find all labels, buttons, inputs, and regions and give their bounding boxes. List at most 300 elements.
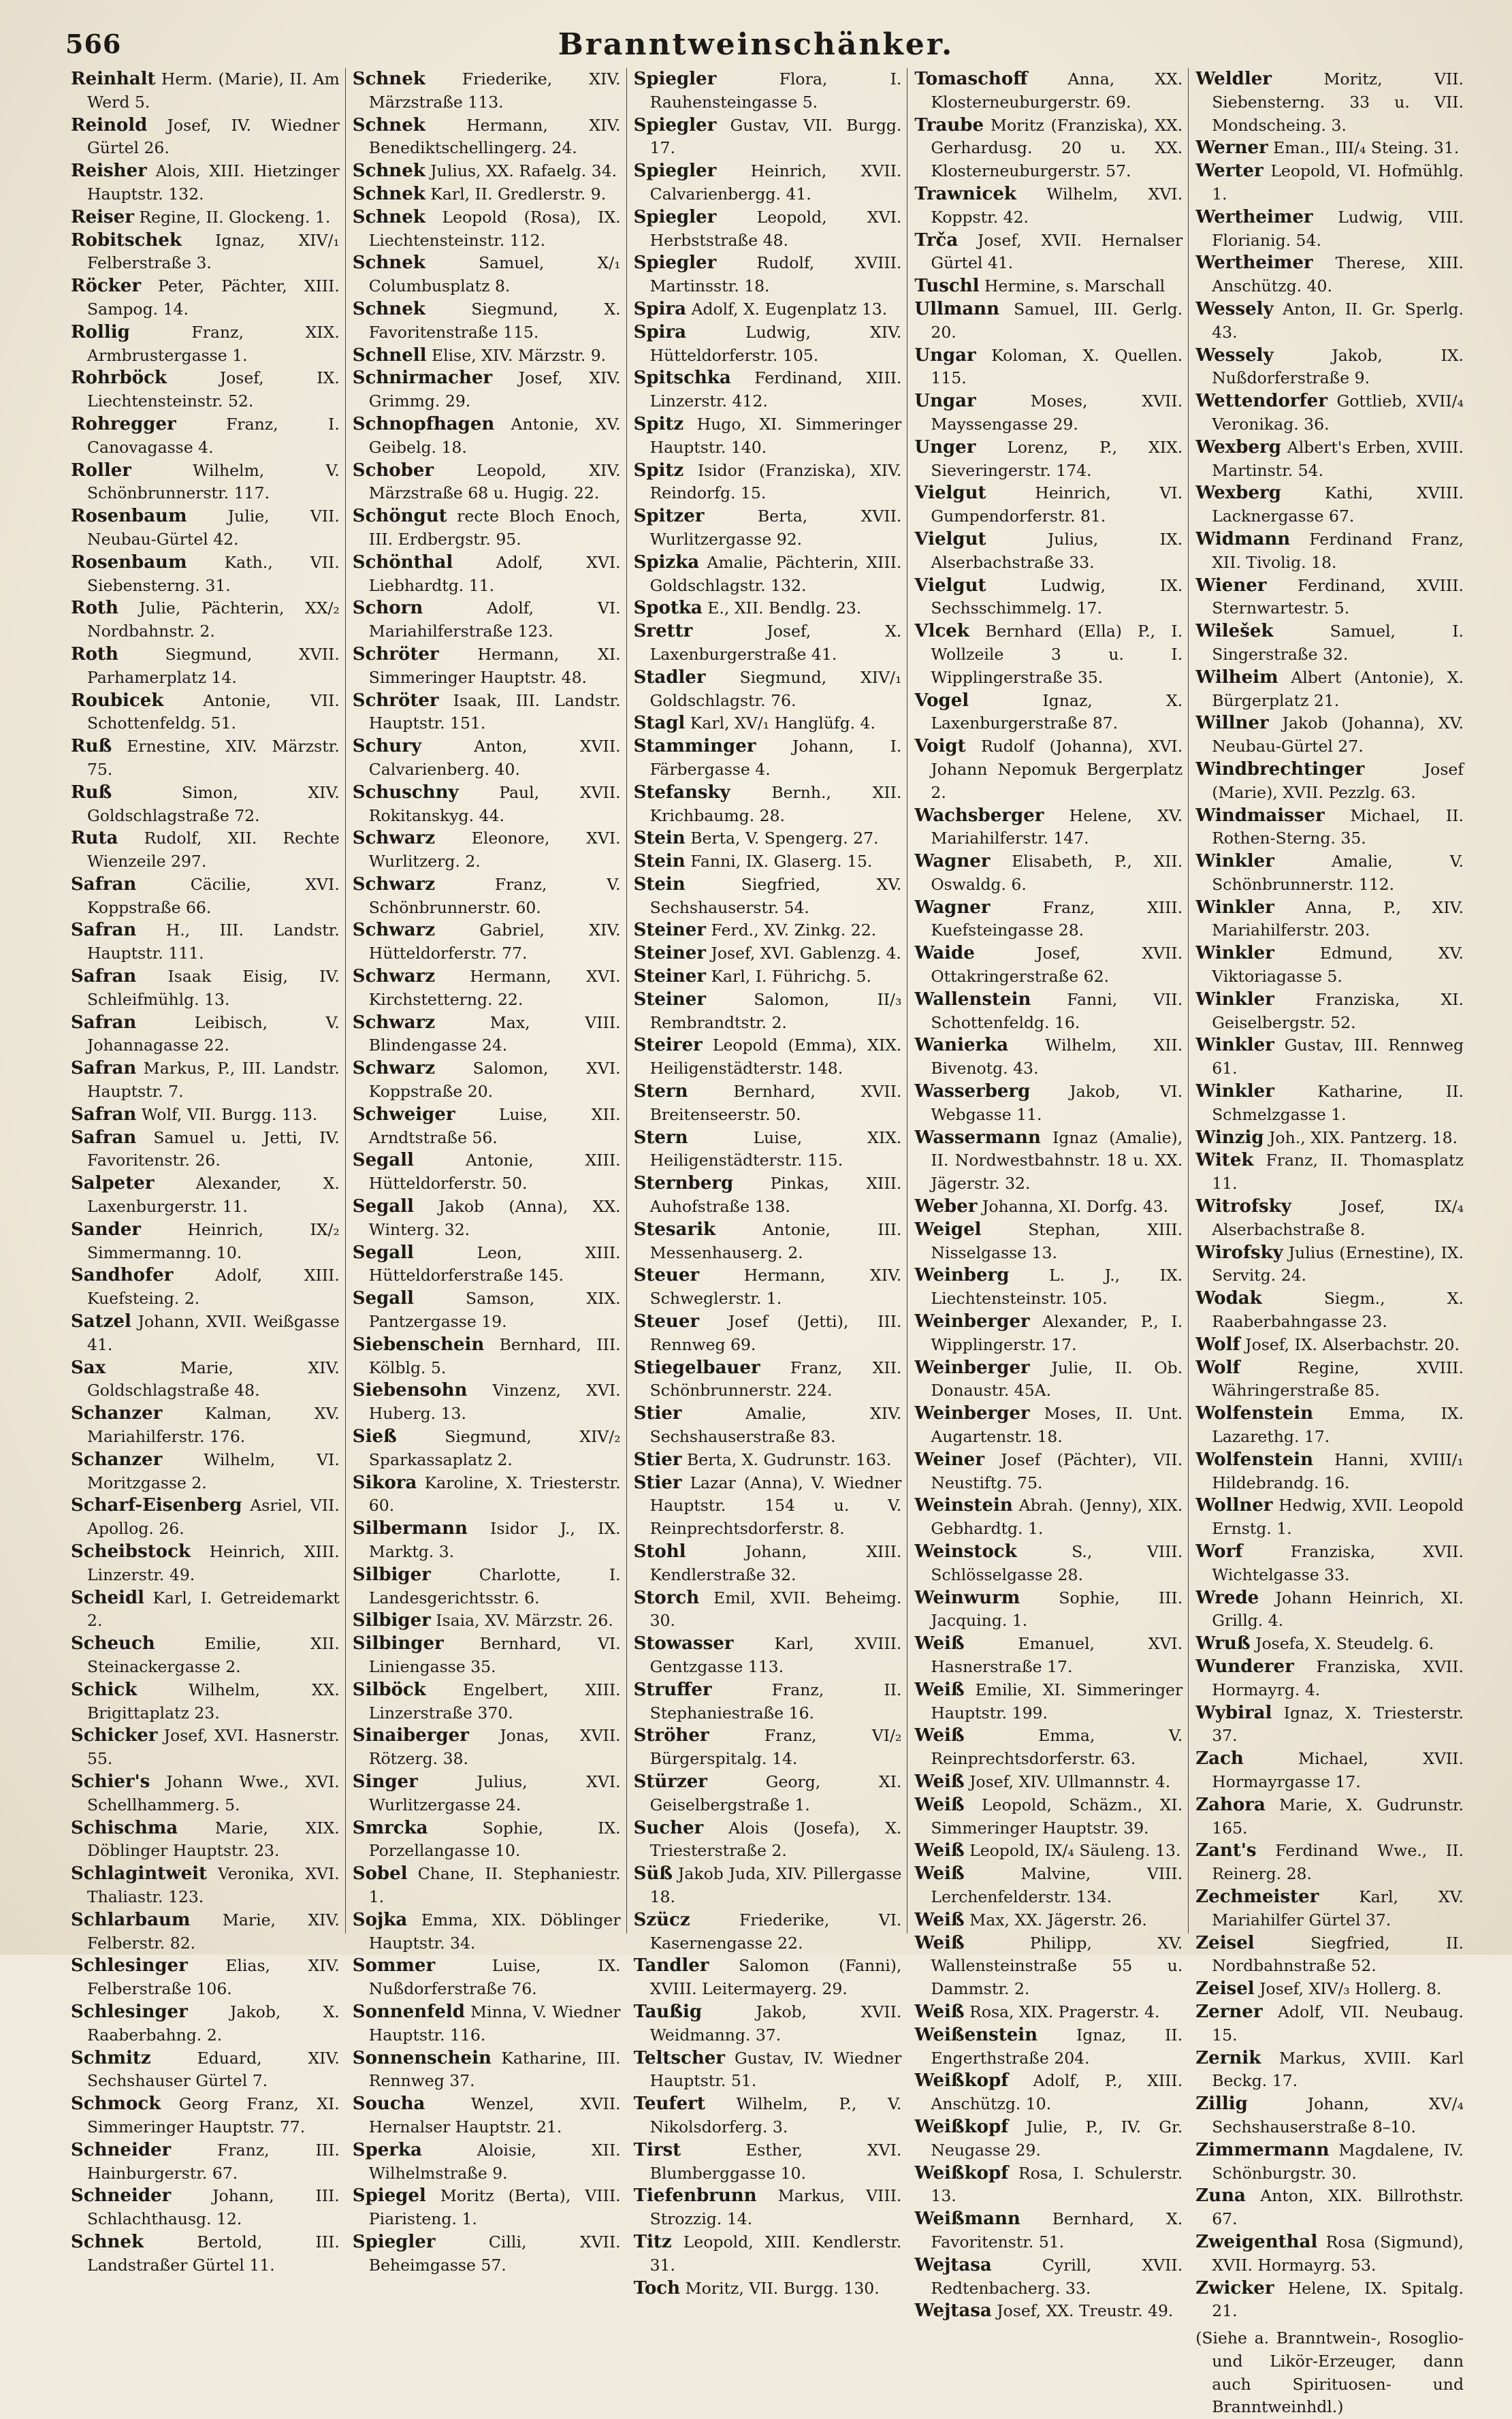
directory-entry	[634, 68, 902, 114]
entry-details: Helene, XV. Mariahilferstr. 147.	[931, 805, 1183, 848]
entry-name: Weinberg	[914, 1265, 1010, 1286]
entry-name: Unger	[914, 436, 976, 458]
entry-details: Siegmund, XIV/₂ Sparkassaplatz 2.	[368, 1427, 621, 1469]
entry-details: Amalie, Pächterin, XIII. Goldschlagstr. 132.	[649, 552, 902, 595]
entry-details: Katharine, II. Schmelzgasse 1.	[1212, 1082, 1464, 1124]
entry-name: Stürzer	[633, 1771, 707, 1792]
directory-entry	[71, 367, 340, 413]
entry-name: Weißkopf	[914, 2116, 1009, 2137]
entry-name: Silbinger	[352, 1633, 444, 1654]
entry-name: Weiß	[914, 1679, 965, 1700]
entry-details: Isaak, III. Landstr. Hauptstr. 151.	[368, 690, 621, 733]
entry-name: Winkler	[1195, 1081, 1274, 1102]
entry-name: Zillig	[1195, 2094, 1248, 2115]
directory-entry	[353, 1771, 621, 1817]
entry-name: Winkler	[1195, 851, 1274, 872]
entry-details: Heinrich, IX/₂ Simmermanng. 10.	[87, 1219, 340, 1262]
entry-name: Schober	[352, 460, 434, 481]
entry-details: Isidor J., IX. Marktg. 3.	[368, 1519, 621, 1561]
directory-entry	[71, 1955, 340, 2001]
entry-name: Spiegel	[352, 2185, 426, 2207]
entry-name: Stier	[633, 1449, 682, 1470]
entry-details: Michael, XVII. Hormayrgasse 17.	[1212, 1749, 1464, 1791]
directory-entry	[914, 1725, 1183, 1771]
directory-entry	[71, 874, 340, 920]
directory-entry	[71, 643, 340, 690]
entry-name: Weiß	[914, 1794, 965, 1815]
entry-details: Hermine, s. Marschall	[984, 276, 1165, 296]
directory-entry	[353, 735, 621, 782]
entry-name: Spitzer	[633, 506, 705, 527]
entry-details: Gabriel, XIV. Hütteldorferstr. 77.	[368, 920, 621, 963]
directory-entry	[353, 1863, 621, 1909]
directory-entry	[353, 252, 621, 298]
entry-name: Ungar	[914, 391, 976, 412]
directory-entry	[353, 1817, 621, 1863]
entry-details: Moses, XVII. Mayssengasse 29.	[931, 391, 1183, 434]
entry-name: Steiner	[633, 966, 706, 987]
directory-entry	[1195, 1541, 1464, 1587]
directory-entry	[1195, 758, 1464, 805]
page-title: Branntweinschänker.	[558, 27, 954, 62]
entry-details: Simon, XIV. Goldschlagstraße 72.	[87, 782, 340, 825]
directory-entry	[634, 160, 902, 206]
entry-name: Worf	[1195, 1541, 1243, 1562]
entry-details: Markus, P., III. Landstr. Hauptstr. 7.	[87, 1059, 340, 1102]
entry-name: Scharf-Eisenberg	[71, 1495, 242, 1516]
entry-details: Georg Franz, XI. Simmeringer Hauptstr. 77.	[87, 2094, 340, 2136]
entry-name: Wexberg	[1195, 436, 1281, 458]
directory-entry	[914, 575, 1183, 621]
entry-name: Wassermann	[914, 1127, 1041, 1148]
entry-name: Ullmann	[914, 298, 999, 319]
entry-name: Schnek	[71, 2231, 144, 2252]
directory-entry	[71, 206, 340, 229]
entry-name: Tiefenbrunn	[633, 2185, 757, 2207]
directory-entry	[353, 2001, 621, 2047]
entry-details: Leopold, XIII. Kendlerstr. 31.	[649, 2232, 902, 2275]
entry-details: Alois (Josefa), X. Triesterstraße 2.	[649, 1818, 902, 1861]
entry-name: Teltscher	[633, 2047, 725, 2068]
entry-details: Max, XX. Jägerstr. 26.	[969, 1910, 1147, 1929]
entry-name: Rohregger	[71, 413, 176, 434]
entry-details: Charlotte, I. Landesgerichtsstr. 6.	[368, 1565, 621, 1607]
directory-entry	[353, 505, 621, 551]
directory-entry	[1195, 2231, 1464, 2277]
directory-entry	[353, 1679, 621, 1725]
entry-name: Weber	[914, 1196, 978, 1217]
entry-name: Schlarbaum	[71, 1909, 191, 1930]
entry-name: Sikora	[352, 1472, 417, 1493]
entry-details: Siegfried, II. Nordbahnstraße 52.	[1212, 1933, 1464, 1976]
entry-name: Zimmermann	[1195, 2139, 1330, 2160]
entry-details: Luise, XIX. Heiligenstädterstr. 115.	[649, 1127, 902, 1170]
entry-details: Julius (Ernestine), IX. Servitg. 24.	[1212, 1243, 1464, 1285]
directory-entry	[634, 2093, 902, 2139]
entry-name: Wolf	[1195, 1334, 1240, 1355]
directory-entry	[71, 2185, 340, 2231]
directory-entry	[71, 690, 340, 736]
directory-entry	[634, 1909, 902, 1955]
entry-details: Franz, VI/₂ Bürgerspitalg. 14.	[649, 1726, 902, 1769]
directory-entry	[634, 735, 902, 782]
entry-details: Karl, XVIII. Gentzgasse 113.	[649, 1634, 902, 1676]
directory-entry	[1195, 1287, 1464, 1334]
entry-details: Leopold, IX/₄ Säuleng. 13.	[969, 1841, 1181, 1861]
directory-entry	[914, 436, 1183, 483]
entry-details: Elisabeth, P., XII. Oswaldg. 6.	[931, 852, 1183, 894]
entry-details: Adolf, VII. Neubaug. 15.	[1212, 2002, 1464, 2045]
entry-name: Sinaiberger	[352, 1725, 469, 1746]
entry-name: Wejtasa	[914, 2301, 992, 2322]
directory-entry	[71, 1104, 340, 1127]
entry-name: Wodak	[1195, 1288, 1262, 1309]
entry-details: Amalie, V. Schönbrunnerstr. 112.	[1212, 852, 1464, 894]
entry-details: Franz, II. Stephaniestraße 16.	[649, 1680, 902, 1723]
entry-name: Sojka	[352, 1909, 408, 1930]
entry-details: Max, VIII. Blindengasse 24.	[368, 1012, 621, 1055]
directory-entry	[1195, 1587, 1464, 1633]
entry-details: Ludwig, IX. Sechsschimmelg. 17.	[931, 575, 1183, 618]
directory-entry	[914, 1219, 1183, 1265]
entry-details: Franz, II. Thomasplatz 11.	[1212, 1151, 1464, 1194]
directory-entry	[71, 275, 340, 321]
entry-name: Reinold	[71, 114, 148, 135]
entry-name: Steuer	[633, 1265, 700, 1286]
directory-entry	[353, 874, 621, 920]
directory-entry	[634, 919, 902, 942]
directory-entry	[353, 2047, 621, 2094]
entry-details: Anton, II. Gr. Sperlg. 43.	[1212, 299, 1464, 342]
entry-name: Tandler	[633, 1955, 709, 1976]
directory-entry	[1195, 989, 1464, 1035]
directory-entry	[71, 551, 340, 598]
entry-name: Steiner	[633, 920, 706, 941]
entry-details: Franziska, XVII. Wichtelgasse 33.	[1212, 1542, 1464, 1584]
entry-name: Wolfenstein	[1195, 1403, 1314, 1424]
entry-name: Spitz	[633, 460, 684, 481]
entry-name: Teufert	[633, 2094, 705, 2115]
directory-entry	[71, 460, 340, 506]
entry-details: Aloisie, XII. Wilhelmstraße 9.	[368, 2140, 621, 2183]
directory-entry	[634, 1357, 902, 1403]
entry-name: Spiegler	[633, 206, 717, 227]
directory-entry	[1195, 2047, 1464, 2094]
entry-name: Schanzer	[71, 1403, 163, 1424]
entry-details: Edmund, XV. Viktoriagasse 5.	[1212, 944, 1464, 987]
entry-name: Spira	[633, 298, 686, 319]
directory-entry	[71, 1494, 340, 1541]
directory-entry	[353, 1334, 621, 1380]
entry-name: Süß	[633, 1863, 673, 1885]
directory-entry	[634, 989, 902, 1035]
entry-details: Eduard, XIV. Sechshauser Gürtel 7.	[87, 2048, 340, 2091]
entry-details: Ferdinand, XIII. Linzerstr. 412.	[649, 368, 902, 411]
entry-details: Karl, XV. Mariahilfer Gürtel 37.	[1212, 1887, 1464, 1929]
directory-entry	[634, 2231, 902, 2277]
entry-details: Hermann, XIV. Schweglerstr. 1.	[649, 1266, 902, 1309]
entry-name: Scheibstock	[71, 1541, 191, 1562]
entry-name: Schnek	[352, 206, 425, 227]
directory-entry	[353, 2185, 621, 2231]
directory-entry	[914, 68, 1183, 114]
entry-name: Schwarz	[352, 1058, 435, 1079]
entry-name: Trawnicek	[914, 183, 1016, 204]
entry-details: Regine, XVIII. Währingerstraße 85.	[1212, 1358, 1464, 1400]
entry-name: Winkler	[1195, 989, 1274, 1010]
directory-entry	[1195, 1127, 1464, 1150]
directory-entry	[1195, 1357, 1464, 1403]
entry-name: Spiegler	[633, 161, 717, 182]
directory-entry	[353, 1287, 621, 1334]
entry-name: Weißkopf	[914, 2070, 1009, 2092]
entry-name: Stamminger	[633, 736, 756, 757]
directory-entry	[71, 2231, 340, 2277]
entry-details: Siegmund, X. Favoritenstraße 115.	[368, 299, 621, 342]
directory-entry	[353, 827, 621, 874]
entry-name: Steiner	[633, 989, 706, 1010]
directory-entry	[1195, 1494, 1464, 1541]
entry-name: Zwicker	[1195, 2277, 1274, 2298]
entry-name: Ruß	[71, 782, 112, 803]
directory-entry	[71, 1817, 340, 1863]
entry-name: Spitz	[633, 413, 684, 434]
entry-details: Josef, XIV/₃ Hollerg. 8.	[1259, 1979, 1442, 1999]
directory-entry	[634, 2185, 902, 2231]
entry-name: Roth	[71, 643, 118, 664]
entry-name: Weiß	[914, 1771, 965, 1792]
entry-details: Heinrich, XVII. Calvarienbergg. 41.	[649, 161, 902, 204]
entry-details: Emma, IX. Lazarethg. 17.	[1212, 1404, 1464, 1447]
entry-details: Julius, XX. Rafaelg. 34.	[430, 161, 617, 181]
directory-entry	[634, 1587, 902, 1633]
directory-entry	[71, 1127, 340, 1173]
entry-name: Weißmann	[914, 2209, 1020, 2230]
entry-details: Anton, XIX. Billrothstr. 67.	[1212, 2186, 1464, 2229]
entry-name: Weiß	[914, 1725, 965, 1746]
directory-entry	[634, 1817, 902, 1863]
directory-entry	[914, 690, 1183, 736]
directory-entry	[1195, 1034, 1464, 1080]
entry-details: Friederike, VI. Kasernengasse 22.	[649, 1910, 902, 1953]
directory-entry	[1195, 528, 1464, 575]
directory-entry	[1195, 1932, 1464, 1979]
entry-name: Stagl	[633, 713, 686, 734]
entry-name: Tirst	[633, 2139, 681, 2160]
entry-details: Leibisch, V. Johannagasse 22.	[87, 1012, 340, 1055]
entry-name: Sonnenfeld	[352, 2001, 465, 2022]
entry-details: Luise, XII. Arndtstraße 56.	[368, 1104, 621, 1147]
column-4	[907, 68, 1188, 2322]
entry-name: Schnek	[352, 183, 425, 204]
entry-details: Hedwig, XVII. Leopold Ernstg. 1.	[1212, 1496, 1464, 1539]
directory-entry	[914, 1541, 1183, 1587]
entry-name: Windmaisser	[1195, 805, 1325, 826]
entry-name: Spotka	[633, 598, 703, 619]
directory-entry	[634, 850, 902, 874]
directory-entry	[914, 805, 1183, 851]
directory-entry	[914, 114, 1183, 183]
entry-name: Sandhofer	[71, 1265, 174, 1286]
directory-entry	[914, 2208, 1183, 2254]
entry-details: Cilli, XVII. Beheimgasse 57.	[368, 2232, 621, 2275]
directory-entry	[353, 690, 621, 736]
entry-details: Wolf, VII. Burgg. 113.	[141, 1104, 318, 1124]
entry-details: Jakob (Anna), XX. Winterg. 32.	[368, 1197, 621, 1239]
directory-entry	[71, 1219, 340, 1265]
directory-entry	[71, 1403, 340, 1449]
directory-entry	[353, 1242, 621, 1288]
entry-details: Johann, III. Schlachthausg. 12.	[87, 2186, 340, 2229]
directory-entry	[634, 206, 902, 253]
entry-details: Samson, XIX. Pantzergasse 19.	[368, 1289, 621, 1332]
entry-name: Wilheim	[1195, 667, 1278, 688]
directory-entry	[1195, 2185, 1464, 2231]
directory-entry	[914, 1080, 1183, 1127]
entry-details: Adolf, XIII. Kuefsteing. 2.	[87, 1266, 340, 1309]
entry-name: Scheidl	[71, 1587, 144, 1608]
directory-entry	[634, 874, 902, 920]
entry-name: Rosenbaum	[71, 551, 187, 573]
entry-details: Leopold (Emma), XIX. Heiligenstädterstr. 148.	[649, 1036, 902, 1078]
entry-name: Roubicek	[71, 690, 164, 711]
entry-name: Sommer	[352, 1955, 436, 1976]
entry-name: Spitschka	[633, 368, 731, 389]
entry-details: Karl, II. Gredlerstr. 9.	[430, 184, 607, 204]
entry-name: Schlesinger	[71, 1955, 188, 1976]
entry-details: Ignaz, II. Engerthstraße 204.	[931, 2025, 1183, 2068]
entry-details: Franz, III. Hainburgerstr. 67.	[87, 2140, 340, 2183]
entry-name: Schwarz	[352, 874, 435, 895]
directory-entry	[634, 1219, 902, 1265]
directory-entry	[1195, 345, 1464, 391]
column-3	[626, 68, 907, 2298]
entry-details: Anna, XX. Klosterneuburgerstr. 69.	[931, 69, 1183, 112]
directory-entry	[353, 1149, 621, 1196]
entry-details: Josef, XIV. Grimmg. 29.	[368, 368, 621, 411]
directory-entry	[914, 1794, 1183, 1840]
entry-name: Wruß	[1195, 1633, 1251, 1654]
entry-details: Johann, XVII. Weißgasse 41.	[87, 1312, 340, 1354]
directory-entry	[353, 183, 621, 206]
entry-details: Cäcilie, XVI. Koppstraße 66.	[87, 874, 340, 917]
directory-entry	[634, 1403, 902, 1449]
entry-name: Spiegler	[633, 114, 717, 135]
entry-name: Weldler	[1195, 69, 1272, 89]
entry-name: Vielgut	[914, 575, 986, 596]
entry-name: Schanzer	[71, 1449, 163, 1470]
entry-name: Schlesinger	[71, 2001, 188, 2022]
entry-details: Rudolf, XVIII. Martinsstr. 18.	[649, 253, 902, 296]
entry-name: Windbrechtinger	[1195, 758, 1365, 780]
entry-details: Lorenz, P., XIX. Sieveringerstr. 174.	[931, 437, 1183, 480]
entry-name: Schlagintweit	[71, 1863, 208, 1885]
entry-name: Voigt	[914, 736, 966, 757]
directory-entry	[353, 551, 621, 598]
entry-name: Vogel	[914, 690, 969, 711]
entry-details: Kath., VII. Siebensterng. 31.	[87, 552, 340, 595]
directory-entry	[634, 1449, 902, 1472]
directory-entry	[914, 1863, 1183, 1909]
directory-entry	[71, 827, 340, 874]
directory-entry	[634, 252, 902, 298]
entry-details: Josef, X. Laxenburgerstraße 41.	[649, 622, 902, 664]
directory-entry	[71, 919, 340, 965]
directory-entry	[353, 1955, 621, 2001]
directory-entry	[634, 965, 902, 989]
entry-details: Johann, XIII. Kendlerstraße 32.	[649, 1542, 902, 1584]
entry-name: Spizka	[633, 551, 700, 573]
entry-name: Weiß	[914, 1633, 965, 1654]
entry-details: Isaia, XV. Märzstr. 26.	[436, 1611, 613, 1631]
entry-name: Zuna	[1195, 2185, 1246, 2207]
entry-name: Safran	[71, 1127, 137, 1148]
entry-details: Wilhelm, V. Schönbrunnerstr. 117.	[87, 460, 340, 503]
directory-entry	[634, 1472, 902, 1541]
entry-details: Adolf, VI. Mariahilferstraße 123.	[368, 598, 621, 641]
entry-details: Asriel, VII. Apollog. 26.	[87, 1496, 340, 1539]
directory-entry	[353, 1104, 621, 1150]
directory-entry	[1195, 252, 1464, 298]
entry-details: Salomon (Fanni), XVIII. Leitermayerg. 29.	[649, 1956, 902, 1999]
entry-details: Josef, XVII. Hernalser Gürtel 41.	[931, 230, 1183, 273]
directory-entry	[353, 597, 621, 643]
directory-entry	[634, 1633, 902, 1679]
entry-details: Ferd., XV. Zinkg. 22.	[711, 920, 877, 940]
entry-name: Schischma	[71, 1817, 178, 1838]
entry-details: Anna, P., XIV. Mariahilferstr. 203.	[1212, 897, 1464, 940]
entry-name: Weinberger	[914, 1357, 1030, 1378]
entry-name: Wachsberger	[914, 805, 1044, 826]
entry-name: Schury	[352, 736, 422, 757]
directory-entry	[634, 827, 902, 850]
entry-name: Sternberg	[633, 1173, 734, 1194]
entry-details: Samuel u. Jetti, IV. Favoritenstr. 26.	[87, 1127, 340, 1170]
directory-entry	[1195, 942, 1464, 989]
directory-entry	[1195, 1242, 1464, 1288]
entry-details: Moritz, VII. Siebensterng. 33 u. VII. Mondscheing. 3.	[1212, 69, 1464, 135]
directory-entry	[71, 1012, 340, 1058]
entry-name: Zant's	[1195, 1840, 1257, 1861]
entry-name: Sieß	[352, 1426, 397, 1447]
directory-entry	[914, 229, 1183, 276]
directory-entry	[634, 2139, 902, 2185]
entry-name: Salpeter	[71, 1173, 155, 1194]
entry-details: Therese, XIII. Anschützg. 40.	[1212, 253, 1464, 296]
entry-name: Stein	[633, 874, 686, 895]
entry-name: Silbermann	[352, 1518, 468, 1539]
directory-entry	[1195, 575, 1464, 621]
directory-entry	[353, 1518, 621, 1564]
directory-entry	[914, 942, 1183, 989]
entry-details: Elise, XIV. Märzstr. 9.	[432, 345, 607, 365]
entry-details: Bernhard, VI. Liniengasse 35.	[368, 1634, 621, 1676]
entry-name: Ströher	[633, 1725, 709, 1746]
entry-name: Roller	[71, 460, 131, 481]
directory-entry	[914, 1449, 1183, 1495]
entry-name: Winkler	[1195, 943, 1274, 964]
entry-name: Schönthal	[352, 551, 453, 573]
entry-details: Emanuel, XVI. Hasnerstraße 17.	[931, 1634, 1183, 1676]
directory-entry	[1195, 1978, 1464, 2001]
entry-details: Emma, XIX. Döblinger Hauptstr. 34.	[368, 1910, 621, 1953]
entry-details: Gustav, VII. Burgg. 17.	[649, 115, 902, 158]
entry-details: Wilhelm, XX. Brigittaplatz 23.	[87, 1680, 340, 1723]
entry-name: Steiner	[633, 943, 706, 964]
entry-name: Tuschl	[914, 276, 980, 297]
entry-name: Weiß	[914, 1840, 965, 1861]
entry-details: Peter, Pächter, XIII. Sampog. 14.	[87, 276, 340, 319]
